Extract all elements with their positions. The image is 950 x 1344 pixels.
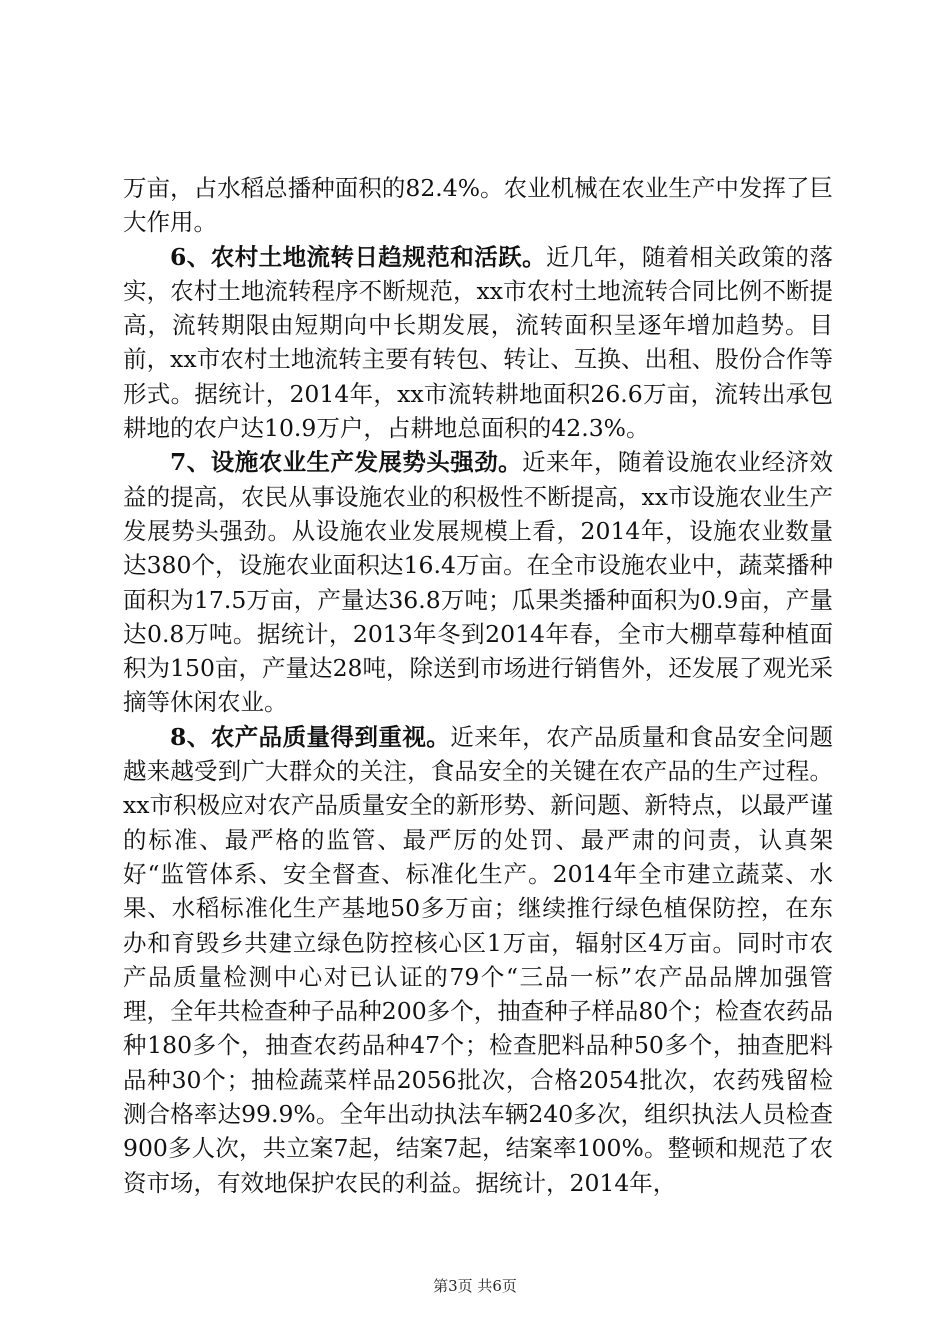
paragraph-section-6 xyxy=(123,240,833,446)
paragraph-text: 近来年，农产品质量和食品安全问题越来越受到广大群众的关注，食品安全的关键在农产品的生产过程。xx市积极应对农产品质量安全的新形势、新问题、新特点，以最严谨的标准、最严格的监管、最严厉的处罚、最严肃的问责，认真架好“监管体系、安全督查、标准化生产。2014年全市建立蔬菜、水果、水稻标准化生产基地50多万亩；继续推行绿色植保防控，在东办和育毁乡共建立绿色防控核心区1万亩，辐射区4万亩。同时市农产品质量检测中心对已认证的79个“三品一标”农产品品牌加强管理，全年共检查种子品种200多个，抽查种子样品80个；检查农药品种180多个，抽查农药品种47个；检查肥料品种50多个，抽查肥料品种30个；抽检蔬菜样品2056批次，合格2054批次，农药残留检测合格率达99.9%。全年出动执法车辆240多次，组织执法人员检查900多人次，共立案7起，结案7起，结案率100%。整顿和规范了农资市场，有效地保护农民的利益。据统计，2014年， xyxy=(123,722,833,1197)
section-heading: 7、设施农业生产发展势头强劲。 xyxy=(170,448,523,477)
paragraph-section-7 xyxy=(123,445,833,719)
paragraph-text: 近来年，随着设施农业经济效益的提高，农民从事设施农业的积极性不断提高，xx市设施农业生产发展势头强劲。从设施农业发展规模上看，2014年，设施农业数量达380个，设施农业面积达16.4万亩。在全市设施农业中，蔬菜播种面积为17.5万亩，产量达36.8万吨；瓜果类播种面积为0.9亩，产量达0.8万吨。据统计，2013年冬到2014年春，全市大棚草莓种植面积为150亩，产量达28吨，除送到市场进行销售外，还发展了观光采摘等休闲农业。 xyxy=(123,448,834,717)
section-heading: 6、农村土地流转日趋规范和活跃。 xyxy=(170,242,547,271)
paragraph-continuation xyxy=(123,171,833,240)
paragraph-section-8 xyxy=(123,720,833,1200)
page-number-footer: 第3页 共6页 xyxy=(433,1277,517,1295)
document-body xyxy=(123,171,833,1200)
paragraph-text: 近几年，随着相关政策的落实，农村土地流转程序不断规范，xx市农村土地流转合同比例不断提高，流转期限由短期向中长期发展，流转面积呈逐年增加趋势。目前，xx市农村土地流转主要有转包、转让、互换、出租、股份合作等形式。据统计，2014年，xx市流转耕地面积26.6万亩，流转出承包耕地的农户达10.9万户，占耕地总面积的42.3%。 xyxy=(123,242,833,443)
section-heading: 8、农产品质量得到重视。 xyxy=(170,722,451,751)
paragraph-text: 万亩，占水稻总播种面积的82.4%。农业机械在农业生产中发挥了巨大作用。 xyxy=(123,174,833,237)
